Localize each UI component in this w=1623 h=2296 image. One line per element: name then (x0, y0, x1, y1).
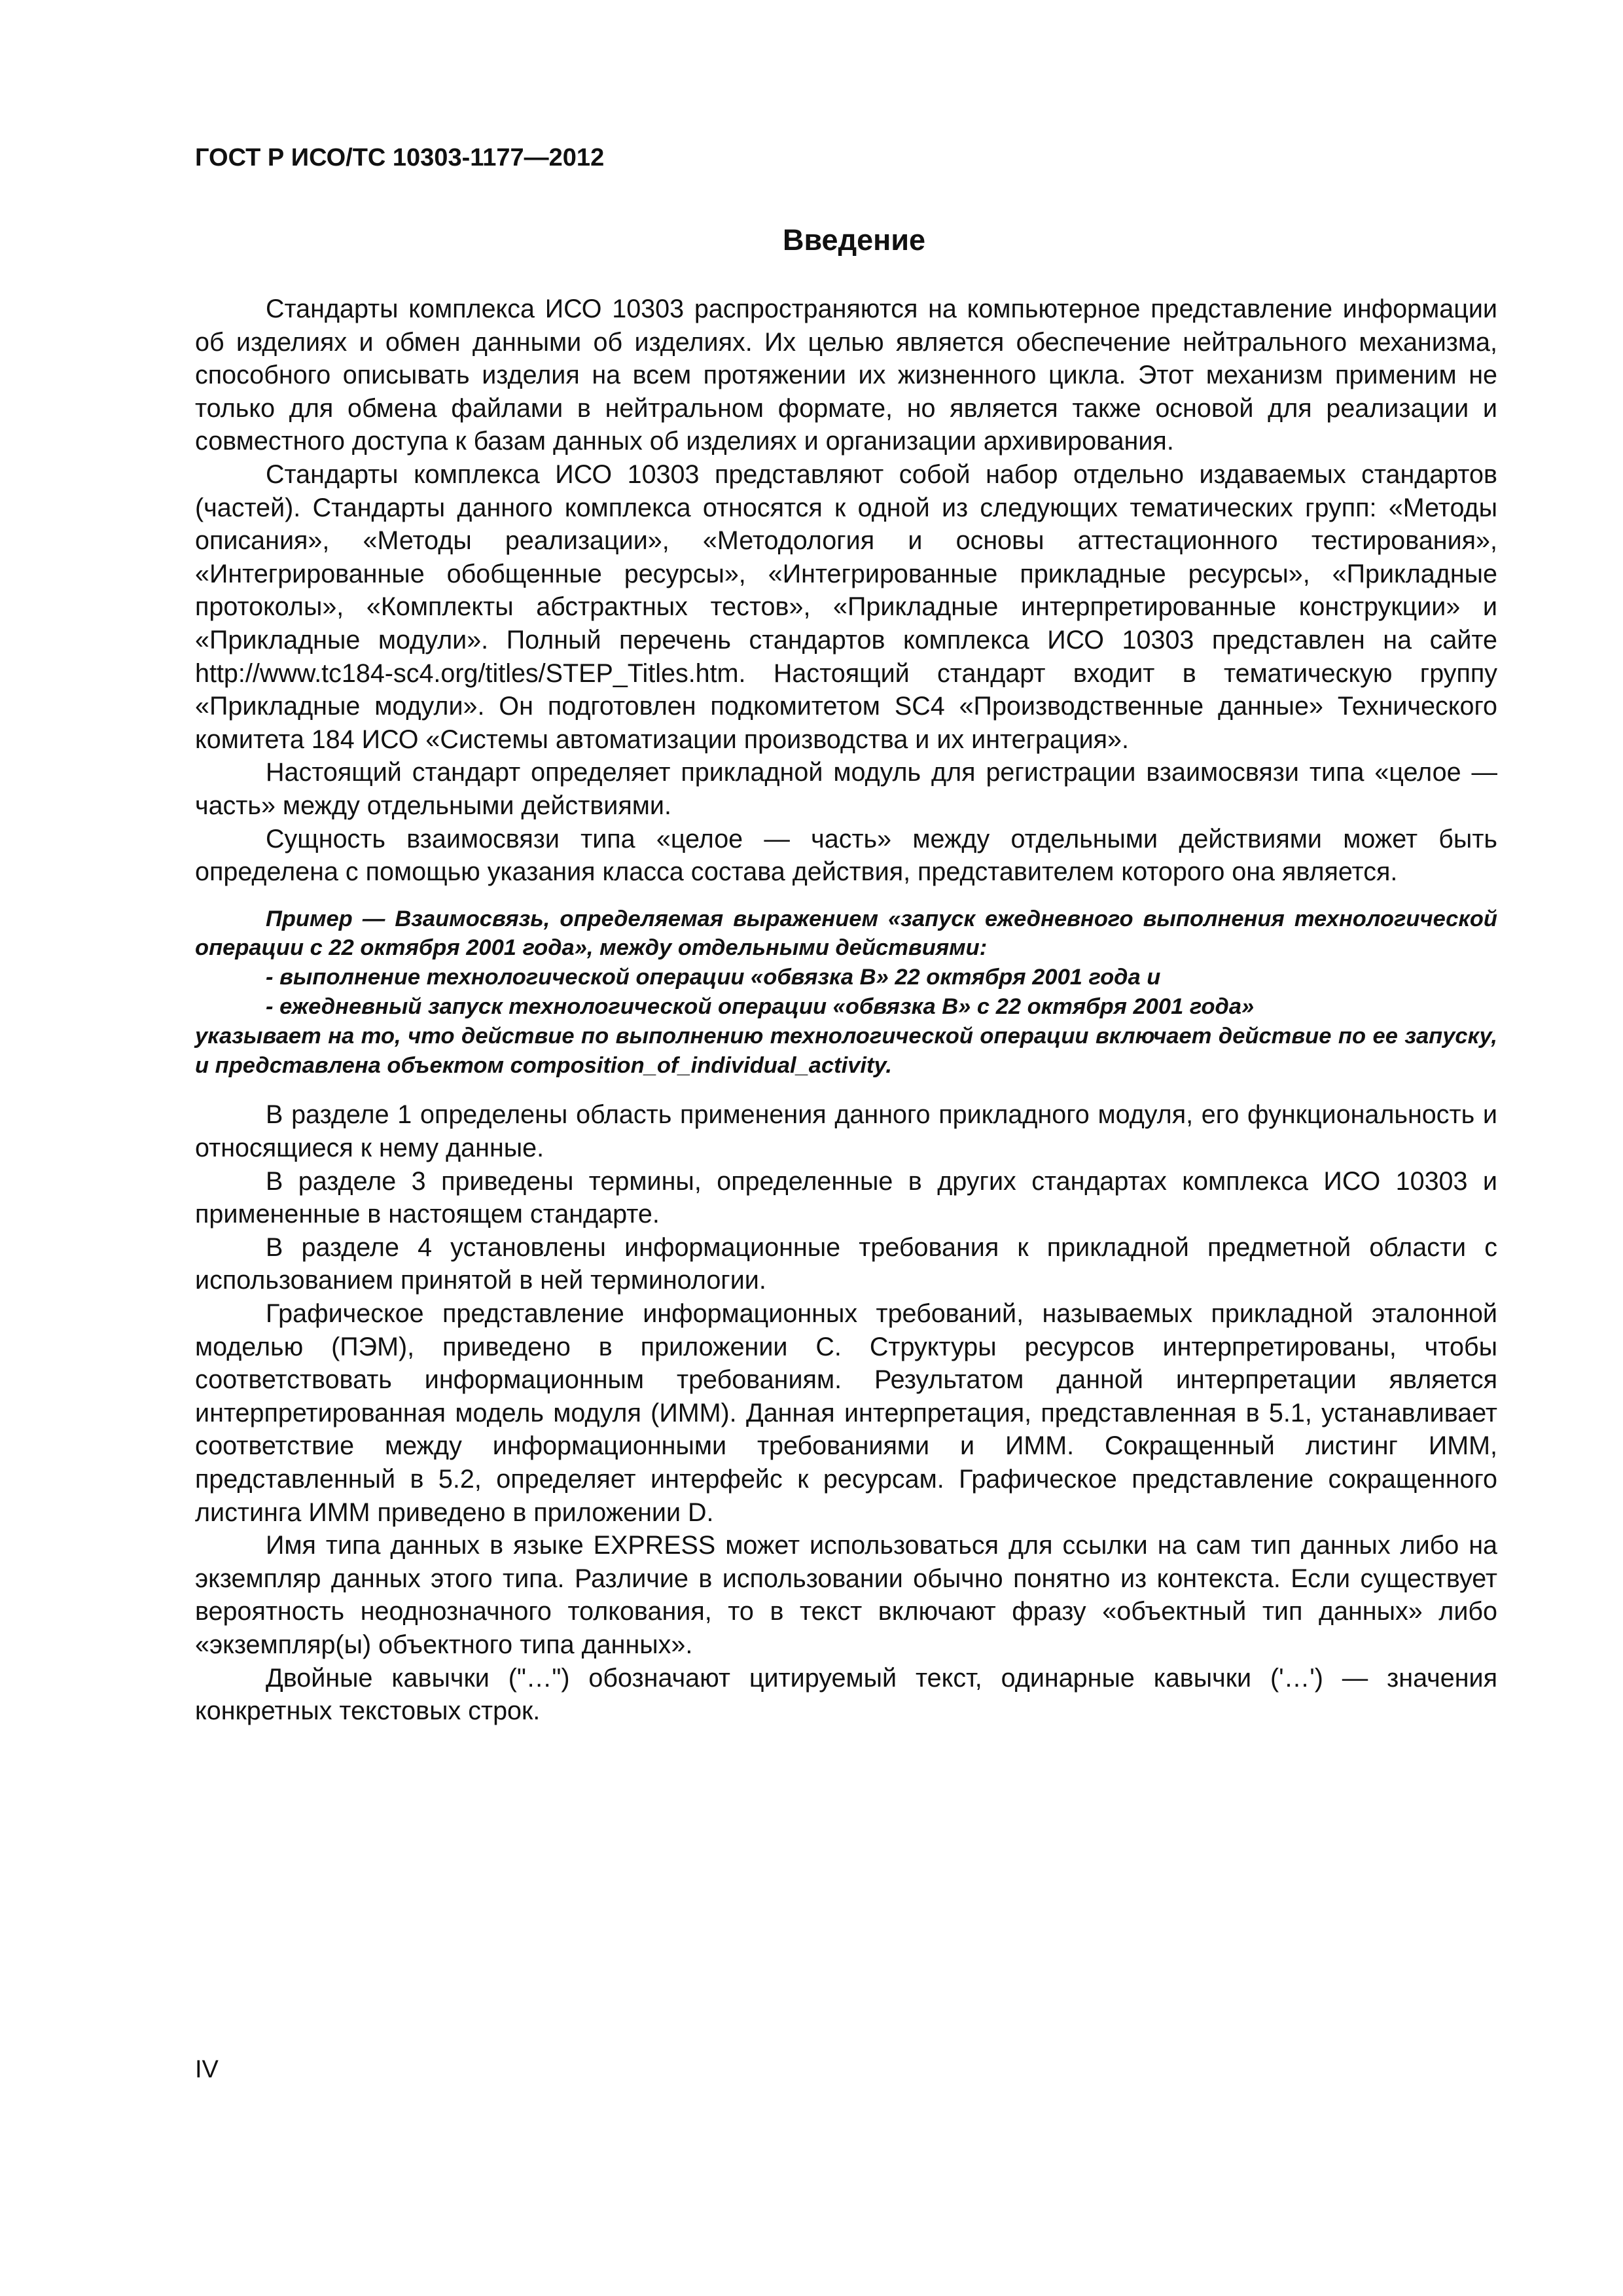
paragraph: Графическое представление информационных требований, называемых прикладной эталонной моделью (ПЭМ), приведено в приложении C. Структуры ресурсов интерпретированы, чтобы соответствовать информационным требованиям. Результатом данной интерпретации является интерпретированная модель модуля (ИММ). Данная интерпретация, представленная в 5.1, устанавливает соответствие между информационными требованиями и ИММ. Сокращенный листинг ИММ, представленный в 5.2, определяет интерфейс к ресурсам. Графическое представление сокращенного листинга ИММ приведено в приложении D. (195, 1299, 1497, 1527)
paragraph: Двойные кавычки ("…") обозначают цитируемый текст, одинарные кавычки ('…') — значения конкретных текстовых строк. (195, 1663, 1497, 1726)
document-header: ГОСТ Р ИСО/ТС 10303-1177—2012 (195, 144, 605, 171)
example-block (195, 905, 1497, 1081)
paragraph: Стандарты комплекса ИСО 10303 распространяются на компьютерное представление информации об изделиях и обмен данными об изделиях. Их целью является обеспечение нейтрального механизма, способного описывать изделия на всем протяжении их жизненного цикла. Этот механизм применим не только для обмена файлами в нейтральном формате, но является также основой для реализации и совместного доступа к базам данных об изделиях и организации архивирования. (195, 295, 1497, 456)
paragraph: Стандарты комплекса ИСО 10303 представляют собой набор отдельно издаваемых стандартов (частей). Стандарты данного комплекса относятся к одной из следующих тематических групп: «Методы описания», «Методы реализации», «Методология и основы аттестационного тестирования», «Интегрированные обобщенные ресурсы», «Интегрированные прикладные ресурсы», «Прикладные протоколы», «Комплекты абстрактных тестов», «Прикладные интерпретированные конструкции» и «Прикладные модули». Полный перечень стандартов комплекса ИСО 10303 представлен на сайте http://www.tc184-sc4.org/titles/STEP_Titles.htm. Настоящий стандарт входит в тематическую группу «Прикладные модули». Он подготовлен подкомитетом SC4 «Производственные данные» Технического комитета 184 ИСО «Системы автоматизации производства и их интеграция». (195, 459, 1497, 754)
page-number: IV (195, 2056, 219, 2083)
paragraph: Сущность взаимосвязи типа «целое — часть» между отдельными действиями может быть определена с помощью указания класса состава действия, представителем которого она является. (195, 824, 1497, 887)
paragraph: Настоящий стандарт определяет прикладной модуль для регистрации взаимосвязи типа «целое — часть» между отдельными действиями. (195, 758, 1497, 820)
page-body (195, 293, 1497, 1728)
example-item: - ежедневный запуск технологической операции «обвязка B» с 22 октября 2001 года» (266, 994, 1255, 1020)
section-title: Введение (782, 223, 926, 257)
example-conclusion: указывает на то, что действие по выполнению технологической операции включает действие по ее запуску, и представлена объектом composition_of_individual_activity. (195, 1023, 1497, 1078)
paragraph: Имя типа данных в языке EXPRESS может использоваться для ссылки на сам тип данных либо на экземпляр данных этого типа. Различие в использовании обычно понятно из контекста. Если существует вероятность неоднозначного толкования, то в текст включают фразу «объектный тип данных» либо «экземпляр(ы) объектного типа данных». (195, 1531, 1497, 1659)
example-intro: Пример — Взаимосвязь, определяемая выражением «запуск ежедневного выполнения технологической операции с 22 октября 2001 года», между отдельными действиями: (195, 906, 1497, 961)
paragraph: В разделе 3 приведены термины, определенные в других стандартах комплекса ИСО 10303 и примененные в настоящем стандарте. (195, 1166, 1497, 1229)
paragraph: В разделе 1 определены область применения данного прикладного модуля, его функциональность и относящиеся к нему данные. (195, 1100, 1497, 1163)
example-item: - выполнение технологической операции «обвязка B» 22 октября 2001 года и (266, 965, 1161, 990)
paragraph: В разделе 4 установлены информационные требования к прикладной предметной области с использованием принятой в ней терминологии. (195, 1232, 1497, 1295)
